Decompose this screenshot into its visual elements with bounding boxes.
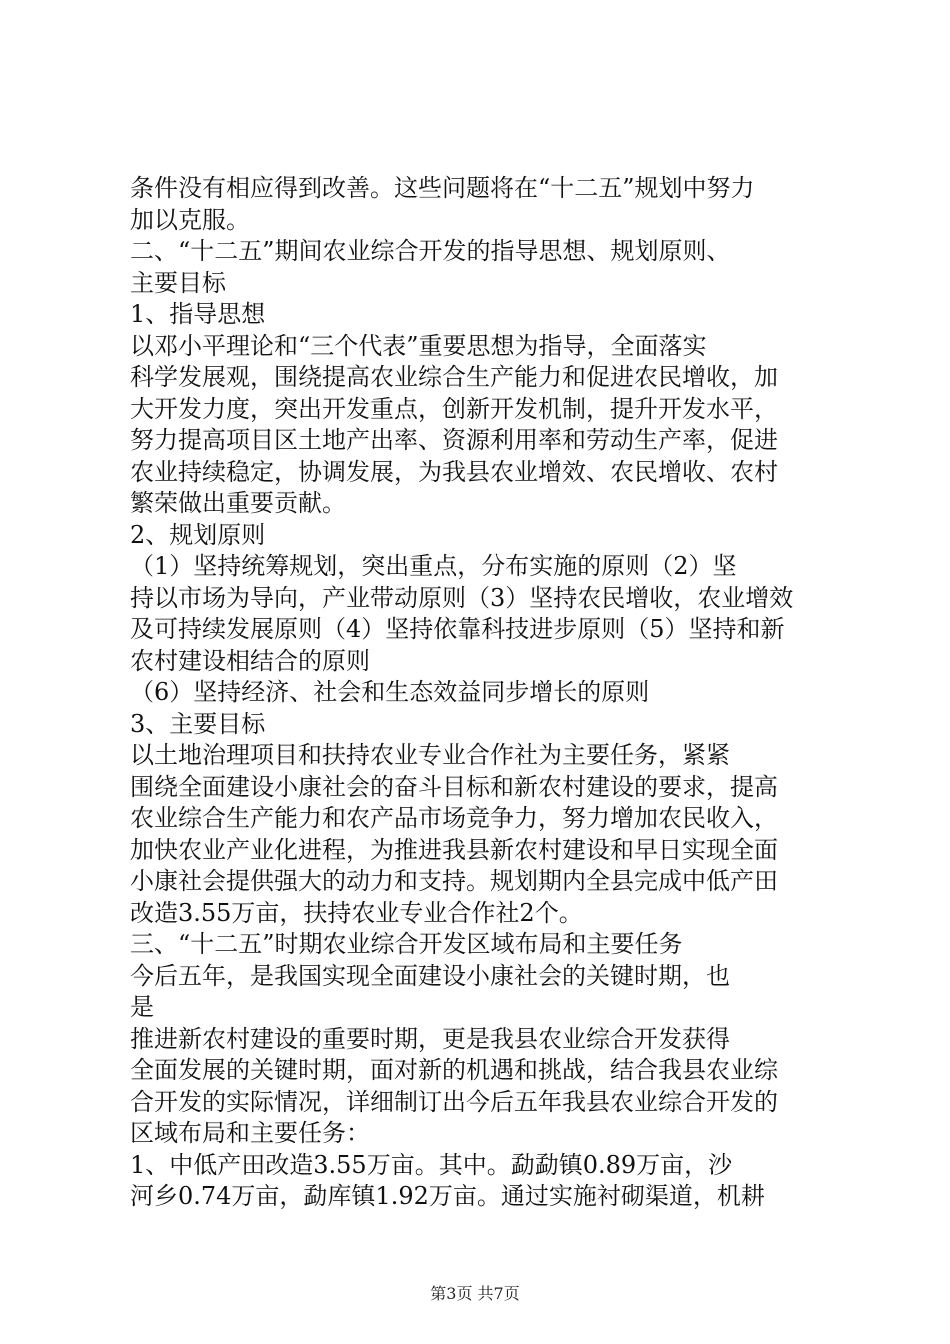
- text-line: 及可持续发展原则（4）坚持依靠科技进步原则（5）坚持和新: [130, 615, 785, 643]
- text-line: 以土地治理项目和扶持农业专业合作社为主要任务，紧紧: [130, 741, 730, 769]
- text-line: 大开发力度，突出开发重点，创新开发机制，提升开发水平，: [130, 394, 778, 423]
- document-body: [130, 173, 840, 1213]
- text-line: 改造3.55万亩，扶持农业专业合作社2个。: [130, 898, 583, 927]
- text-line: 合开发的实际情况，详细制订出今后五年我县农业综合开发的: [130, 1087, 778, 1116]
- text-line: 河乡0.74万亩，勐库镇1.92万亩。通过实施衬砌渠道，机耕: [130, 1182, 765, 1210]
- subsection-heading: 3、主要目标: [130, 709, 266, 738]
- section-heading: 主要目标: [130, 268, 226, 297]
- text-line: 努力提高项目区土地产出率、资源利用率和劳动生产率，促进: [130, 426, 778, 454]
- section-heading: 三、“十二五”时期农业综合开发区域布局和主要任务: [130, 930, 683, 958]
- section-heading: 二、“十二五”期间农业综合开发的指导思想、规划原则、: [130, 237, 731, 265]
- text-line: 农业综合生产能力和农产品市场竞争力，努力增加农民收入，: [130, 804, 778, 832]
- text-line: 农村建设相结合的原则: [130, 646, 370, 675]
- text-line: 繁荣做出重要贡献。: [130, 489, 346, 517]
- text-line: 农业持续稳定，协调发展，为我县农业增效、农民增收、农村: [130, 457, 778, 486]
- text-line: 条件没有相应得到改善。这些问题将在“十二五”规划中努力: [130, 174, 755, 202]
- text-line: 以邓小平理论和“三个代表”重要思想为指导，全面落实: [130, 331, 707, 360]
- text-line: 全面发展的关键时期，面对新的机遇和挑战，结合我县农业综: [130, 1056, 778, 1084]
- text-line: （6）坚持经济、社会和生态效益同步增长的原则: [130, 678, 650, 706]
- subsection-heading: 1、指导思想: [130, 300, 266, 328]
- page-number-footer: 第3页 共7页: [430, 1284, 520, 1303]
- text-line: 1、中低产田改造3.55万亩。其中。勐勐镇0.89万亩，沙: [130, 1150, 733, 1179]
- text-line: 推进新农村建设的重要时期，更是我县农业综合开发获得: [130, 1024, 730, 1053]
- subsection-heading: 2、规划原则: [130, 520, 266, 549]
- text-line: 区域布局和主要任务：: [130, 1119, 370, 1147]
- text-line: 今后五年，是我国实现全面建设小康社会的关键时期，也: [130, 961, 730, 990]
- text-line: 小康社会提供强大的动力和支持。规划期内全县完成中低产田: [130, 867, 778, 895]
- text-line: （1）坚持统筹规划，突出重点，分布实施的原则（2）坚: [130, 552, 737, 580]
- text-line: 围绕全面建设小康社会的奋斗目标和新农村建设的要求，提高: [130, 772, 778, 801]
- text-line: 加快农业产业化进程，为推进我县新农村建设和早日实现全面: [130, 835, 778, 864]
- text-line: 是: [130, 993, 154, 1021]
- text-line: 加以克服。: [130, 205, 250, 234]
- text-line: 科学发展观，围绕提高农业综合生产能力和促进农民增收，加: [130, 363, 778, 391]
- text-line: 持以市场为导向，产业带动原则（3）坚持农民增收，农业增效: [130, 583, 794, 612]
